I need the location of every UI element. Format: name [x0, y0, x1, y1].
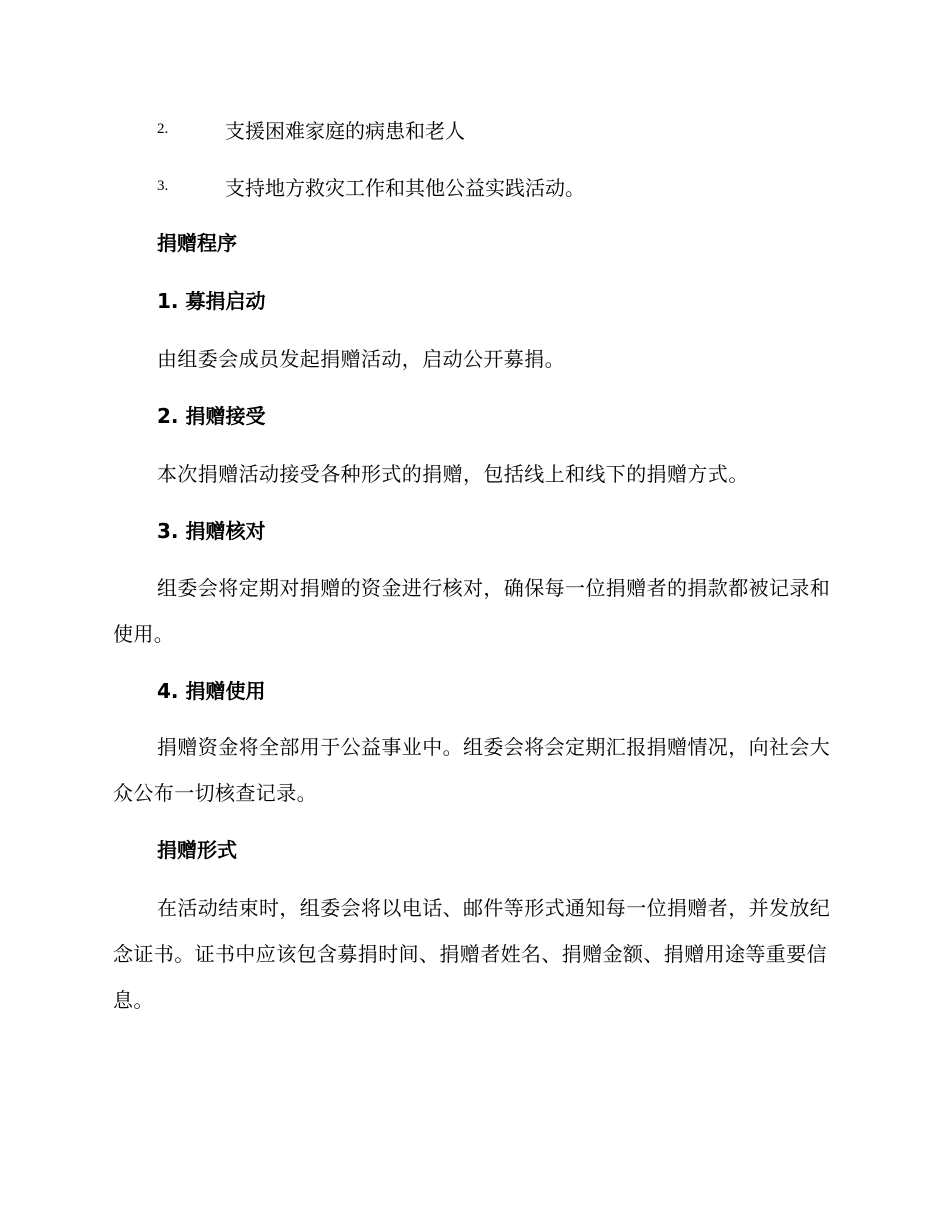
step-body-1: 由组委会成员发起捐赠活动，启动公开募捐。 — [157, 347, 565, 371]
form-body: 在活动结束时，组委会将以电话、邮件等形式通知每一位捐赠者，并发放纪念证书。证书中应该包含募捐时间、捐赠者姓名、捐赠金额、捐赠用途等重要信息。 — [113, 896, 831, 1012]
list-item — [157, 114, 465, 144]
step-heading-4: 4. 捐赠使用 — [157, 679, 266, 703]
list-number: 3. — [157, 177, 169, 194]
section-heading-procedure: 捐赠程序 — [157, 231, 237, 255]
list-text: 支援困难家庭的病患和老人 — [225, 118, 465, 143]
list-number: 2. — [157, 120, 169, 137]
section-heading-form: 捐赠形式 — [157, 838, 237, 862]
step-heading-1: 1. 募捐启动 — [157, 289, 266, 313]
step-body-2: 本次捐赠活动接受各种形式的捐赠，包括线上和线下的捐赠方式。 — [157, 462, 749, 486]
step-heading-2: 2. 捐赠接受 — [157, 404, 266, 428]
step-body-4: 捐赠资金将全部用于公益事业中。组委会将会定期汇报捐赠情况，向社会大众公布一切核查记录。 — [113, 735, 831, 805]
step-body-3: 组委会将定期对捐赠的资金进行核对，确保每一位捐赠者的捐款都被记录和使用。 — [113, 576, 831, 646]
list-text: 支持地方救灾工作和其他公益实践活动。 — [225, 175, 585, 200]
list-item — [157, 171, 585, 201]
step-heading-3: 3. 捐赠核对 — [157, 519, 266, 543]
